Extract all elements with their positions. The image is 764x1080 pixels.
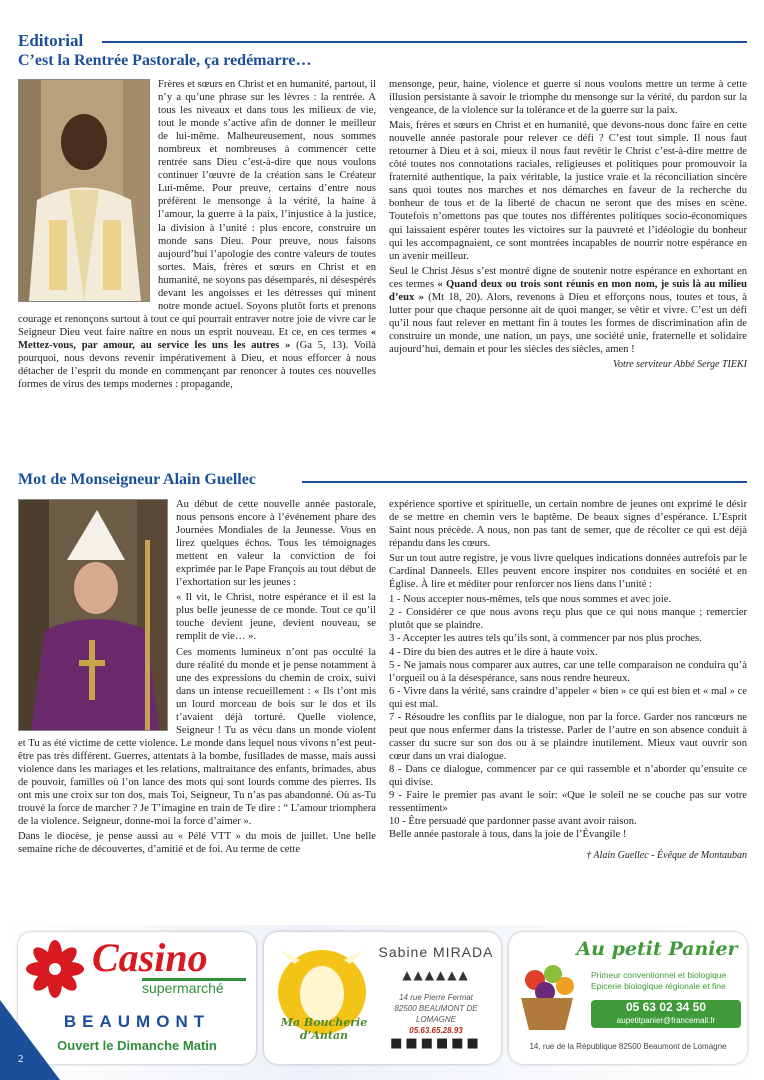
shop-name-1: Ma Boucherie (280, 1016, 368, 1029)
casino-sub: supermarché (142, 980, 224, 996)
danneels-list (389, 593, 747, 828)
shop-name-2: d’Antan (299, 1029, 349, 1042)
address-line-2: 82500 BEAUMONT DE LOMAGNE (394, 1004, 478, 1024)
editorial-paragraph: Seul le Christ Jésus s’est montré digne de soutenir notre espérance en exhortant en ces termes (389, 265, 747, 290)
mirada-name: Sabine MIRADA (378, 944, 494, 960)
header-rule (102, 41, 747, 43)
casino-brand: Casino (92, 935, 208, 980)
monseigneur-paragraph: Sur un tout autre registre, je vous livre quelques indications données autrefois par le Cardinal Danneels. Elles peuvent encore inspirer nos conduites en société et en Église. À lire et méditer pour renforcer nos liens dans l’unité : (389, 553, 747, 591)
monseigneur-title: Mot de Monseigneur Alain Guellec (18, 471, 256, 488)
monseigneur-closing: Belle année pastorale à tous, dans la joie de l’Évangile ! (389, 829, 627, 841)
monseigneur-quote: « Il vit, le Christ, notre espérance et il est la plus belle jeunesse de ce monde. Tout ce qu’il touche devient jeune, devient nouveau, se remplit de vie… ». (176, 592, 376, 643)
editorial-quote: « Quand deux ou trois sont réunis en mon nom, je suis là au milieu d’eux » (389, 278, 747, 303)
editorial-column-1 (18, 78, 376, 393)
mirada-phone: 05.63.65.28.93 (409, 1026, 463, 1035)
panier-email: aupetitpanier@francemail.fr (616, 1016, 716, 1025)
panier-phone: 05 63 02 34 50 (625, 1000, 707, 1014)
editorial-quote: « Mettez-vous, par amour, au service les uns les autres » (18, 326, 376, 351)
editorial-title: C’est la Rentrée Pastorale, ça redémarre… (18, 52, 312, 69)
editorial-column-2 (389, 78, 747, 373)
monseigneur-paragraph: expérience sportive et spirituelle, un certain nombre de jeunes ont exprimé le désir de se mettre en chemin vers le baptême. De beaux signes d’espérance. L’Esprit Saint nous précède. A nous, non pas tant de semer, que de récolter ce qui est déjà répandu dans les cœurs. (389, 499, 747, 550)
section-rule (302, 481, 747, 483)
animals-icon: ▲▲▲▲▲▲ (402, 968, 470, 982)
monseigneur-paragraph: Au début de cette nouvelle année pastorale, nous pensons encore à l’événement phare des Journées Mondiales de la Jeunesse. Vous en lirez quelques échos. Tous les témoignages mettent en valeur la conviction de foi exprimée par le Pape François au tout début de l’exhortation sur les jeunes : (176, 499, 376, 589)
editorial-paragraph: Mais, frères et sœurs en Christ et en humanité, que devons-nous donc faire en cette nouvelle année pastorale pour relever ce défi ? C’est tout simple. Il nous faut retourner à Dieu et à soi, mieux il nous faut revêtir le Christ c’est-à-dire mettre de côté toutes nos connotations raciales, religieuses et politiques pour promouvoir la fraternité authentique, la paix véritable, la justice vraie et la réconciliation sincère sans quoi toutes nos marches et nos démarches en faveur de la recherche du bonheur de tous et de la liberté de chacun ne seront que des mises en scène. Toutefois n’omettons pas que toutes nos différentes politiques socio-économiques qui laissaient espérer toutes les victoires sur la pauvreté et l’idéologie du bonheur qui les accompagnaient, ce sont montrées incapables de nourrir notre espérance en un avenir meilleur. (389, 120, 747, 262)
list-item: 1 - Nous accepter nous-mêmes, tels que nous sommes et avec joie. (389, 594, 672, 606)
section-label: Editorial (18, 31, 84, 50)
casino-town: BEAUMONT (63, 1012, 211, 1031)
editorial-paragraph: mensonge, peur, haine, violence et guerre si nous voulons mettre un terme à cette illusion persistante à savoir le triomphe du mensonge sur la vérité, du pardon sur la vengeance, de la violence sur la tolérance et de la guerre sur la paix. (389, 79, 747, 117)
panier-description (591, 970, 745, 992)
panier-contact-box (591, 1000, 741, 1028)
list-item: 6 - Vivre dans la vérité, sans craindre d’appeler « bien » ce qui est bien et « mal » ce qui est mal. (389, 685, 747, 710)
list-item: 10 - Être persuadé que pardonner passe avant avoir raison. (389, 816, 637, 828)
list-item: 7 - Résoudre les conflits par le dialogue, non par la force. Garder nos rancœurs ne peut que nous enfermer dans la tristesse. Parler de l’autre en son absence conduit à casser du sucre sur son dos ou à se plaindre inutilement. Mieux vaut ouvrir son cœur dans un vrai dialogue. (389, 711, 747, 762)
editorial-paragraph-cont: (Mt 18, 20). Alors, revenons à Dieu et efforçons nous, toutes et tous, à lutter pour que chaque personne ait de quoi manger, se vêtir et vivre. C’est un défi qu’il nous faut relever en mettant fin à toutes les formes de discrimination afin de construire un monde, une nation, un pays, une société unie, fraternelle et solidaire aujourd’hui, demain et pour les siècles des siècles, amen ! (389, 291, 748, 355)
list-item: 2 - Considérer ce que nous avons reçu plus que ce qui nous manque ; remercier plutôt que se plaindre. (389, 607, 747, 632)
flower-logo-icon (24, 938, 86, 1000)
monseigneur-paragraph: Ces moments lumineux n’ont pas occulté la dure réalité du monde et je pense notamment à une des expressions du chemin de croix, suivi dans un intense recueillement : « Ils t’ont mis un lourd morceau de bois sur le dos et ils t’avaient déjà torturé. Quelle violence, Seigneur ! Tu as vécu dans un monde violent et Tu as été victime de cette violence. Le monde dans lequel nous vivons n’est peut-être pas très différent. Guerres, attentats à la bombe, fusillades de masse, mais aussi violence dans les mariages et les relations, maltraitance des enfants, brimades, abus de pouvoir, familles où l’on lance des mots qui sont lourds comme des pierres. Ils ont mis une croix sur ton dos, mais Toi, Seigneur, Tu n’as pas abandonné. Où as-Tu trouvé la force de marcher ? Je T’imagine en train de Te dire : “ L’amour triomphera de la violence. Seigneur, donne-moi la force d’aimer ». (18, 646, 376, 828)
mirada-address (374, 992, 498, 1036)
casino-hours: Ouvert le Dimanche Matin (57, 1038, 217, 1053)
list-item: 3 - Accepter les autres tels qu’ils sont, à commencer par nos plus proches. (389, 633, 702, 645)
photo-float-spacer (18, 498, 176, 732)
ad-boucherie (264, 932, 501, 1064)
panier-line-2: Epicerie biologique régionale et fine (591, 981, 726, 991)
page-number: 2 (18, 1053, 24, 1065)
panier-name: Au petit Panier (576, 938, 738, 960)
panier-address: 14, rue de la République 82500 Beaumont de Lomagne (529, 1042, 727, 1051)
list-item: 8 - Dans ce dialogue, commencer par ce qui rassemble et n’aborder qu’ensuite ce qui divise. (389, 763, 747, 788)
monseigneur-paragraph: Dans le diocèse, je pense aussi au « Pélé VTT » du mois de juillet. Une belle semaine riche de découvertes, d’amitié et de foi. Au terme de cette (18, 831, 376, 856)
basket-icon (515, 954, 579, 1034)
monseigneur-column-2 (389, 498, 747, 864)
page-corner (0, 1000, 60, 1080)
list-item: 5 - Ne jamais nous comparer aux autres, car une telle comparaison ne conduira qu’à l’orgueil ou à la désespérance, sans nous rendre heureux. (389, 659, 747, 684)
livestock-icon: ■■■■■■ (390, 1036, 482, 1051)
editorial-paragraph-cont: (Ga 5, 13). Voilà pourquoi, nous devons revenir impérativement à Dieu, et nous efforcer à nous détacher de l’esprit du monde en commençant par renoncer à toutes ces nouvelles formes de virus des temps modernes : propagande, (18, 339, 376, 391)
list-item: 4 - Dire du bien des autres et le dire à haute voix. (389, 646, 598, 658)
panier-line-1: Primeur conventionnel et biologique (591, 970, 727, 980)
editorial-signature: Votre serviteur Abbé Serge TIEKI (612, 358, 747, 370)
boucherie-logo-text (272, 1016, 376, 1042)
monseigneur-column-1 (18, 498, 376, 858)
ad-panier (509, 932, 747, 1064)
list-item: 9 - Faire le premier pas avant le soir: «Que le soleil ne se couche pas sur votre ressentiment» (389, 790, 747, 815)
editorial-paragraph: Frères et sœurs en Christ et en humanité, partout, il n’y a qu’une phrase sur les lèvres : la rentrée. A tous les niveaux et dans tous les milieux de vie, tout le monde s’active afin de donner le meilleur de lui-même. Malheureusement, nous sommes nombreux et nombreuses à commencer cette rentrée sans Dieu c’est-à-dire que nous voulons continuer l’œuvre de la création sans le Créateur Lui-même. Pour preuve, certains d’entre nous préfèrent le mensonge à la vérité, la haine à l’amour, la guerre à la paix, l’injustice à la justice, la division à l’unité : plus encore, construire un monde sans Dieu. Pour preuve, nous faisons aujourd’hui l’apologie des contre valeurs de toutes sortes. Mais, frères et sœurs en Christ et en humanité, ne soyons pas désemparés, ni désespérés devant les angoisses et les détresses qui minent notre monde actuel. Soyons plutôt forts et prenons courage et renonçons surtout à tout ce qui pourrait entraver notre joie de vivre car le Seigneur Dieu veut faire naître en nous un esprit nouveau. Et ce, en ces termes (18, 79, 376, 338)
photo-float-spacer (18, 78, 158, 304)
address-line-1: 14 rue Pierre Fermat (399, 993, 473, 1002)
monseigneur-signature: † Alain Guellec - Évêque de Montauban (586, 850, 747, 862)
